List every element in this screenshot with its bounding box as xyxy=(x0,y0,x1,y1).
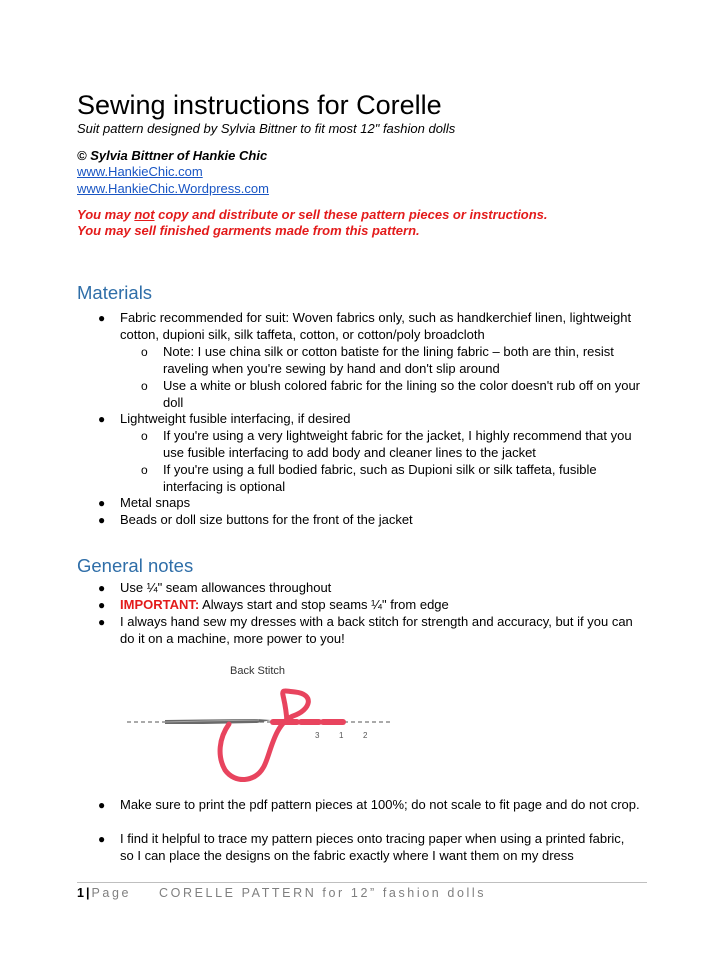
stitch-number: 1 xyxy=(339,731,344,740)
bullet-icon: ● xyxy=(98,513,106,527)
stitch-number: 3 xyxy=(315,731,320,740)
blog-link[interactable]: www.HankieChic.Wordpress.com xyxy=(77,181,269,196)
list-subitem: Use a white or blush colored fabric for the lining so the color doesn't rub off on your doll xyxy=(163,378,641,410)
sell-notice: You may sell finished garments made from this pattern. xyxy=(77,223,420,238)
list-item: Metal snaps xyxy=(120,495,191,510)
circle-bullet-icon: o xyxy=(141,345,148,359)
running-title: CORELLE PATTERN for 12” fashion dolls xyxy=(159,886,487,900)
website-link[interactable]: www.HankieChic.com xyxy=(77,164,203,179)
list-item: I always hand sew my dresses with a back stitch for strength and accuracy, but if you can do it on a machine, more power to you! xyxy=(120,614,633,646)
copyright-line: © Sylvia Bittner of Hankie Chic xyxy=(77,148,268,163)
back-stitch-label: Back Stitch xyxy=(230,665,286,677)
warning-not-emphasis: not xyxy=(134,207,155,222)
circle-bullet-icon: o xyxy=(141,379,148,393)
page-footer: 1 | Page CORELLE PATTERN for 12” fashion dolls xyxy=(77,886,487,900)
bullet-icon: ● xyxy=(98,412,106,426)
list-item: IMPORTANT: Always start and stop seams ¼" from edge xyxy=(120,597,449,612)
list-item: Make sure to print the pdf pattern pieces at 100%; do not scale to fit page and do not crop. xyxy=(120,797,640,812)
list-item: I find it helpful to trace my pattern pieces onto tracing paper when using a printed fabric, so I can place the designs on the fabric exactly where I want them on my dress xyxy=(120,831,625,863)
circle-bullet-icon: o xyxy=(141,429,148,443)
bullet-icon: ● xyxy=(98,581,106,595)
page-title: Sewing instructions for Corelle xyxy=(77,90,442,120)
materials-heading: Materials xyxy=(77,282,153,303)
page-label: Page xyxy=(91,886,132,900)
bullet-icon: ● xyxy=(98,832,106,846)
stitch-number: 2 xyxy=(363,731,368,740)
bullet-icon: ● xyxy=(98,615,106,629)
list-item: Beads or doll size buttons for the front of the jacket xyxy=(120,512,413,527)
list-subitem: If you're using a very lightweight fabric for the jacket, I highly recommend that you use fusible interfacing to add body and cleaner lines to the jacket xyxy=(163,428,632,460)
back-stitch-illustration xyxy=(125,658,400,788)
list-item: Lightweight fusible interfacing, if desired xyxy=(120,411,351,426)
general-notes-heading: General notes xyxy=(77,555,194,576)
bullet-icon: ● xyxy=(98,496,106,510)
list-subitem: If you're using a full bodied fabric, such as Dupioni silk or silk taffeta, fusible interfacing is optional xyxy=(163,462,597,494)
circle-bullet-icon: o xyxy=(141,463,148,477)
copy-warning: You may not copy and distribute or sell these pattern pieces or instructions. xyxy=(77,207,548,222)
footer-divider xyxy=(77,882,647,883)
list-item: Fabric recommended for suit: Woven fabrics only, such as handkerchief linen, lightweight cotton, dupioni silk, silk taffeta, cotton, or cotton/poly broadcloth xyxy=(120,310,632,342)
page-number: 1 xyxy=(77,886,84,900)
thread-loop xyxy=(220,691,308,779)
list-item: Use ¼" seam allowances throughout xyxy=(120,580,332,595)
list-subitem: Note: I use china silk or cotton batiste for the lining fabric – both are thin, resist raveling when you're sewing by hand and don't slip around xyxy=(163,344,614,376)
bullet-icon: ● xyxy=(98,798,106,812)
bullet-icon: ● xyxy=(98,311,106,325)
important-label: IMPORTANT: xyxy=(120,597,200,612)
page-subtitle: Suit pattern designed by Sylvia Bittner to fit most 12" fashion dolls xyxy=(77,121,456,136)
bullet-icon: ● xyxy=(98,598,106,612)
